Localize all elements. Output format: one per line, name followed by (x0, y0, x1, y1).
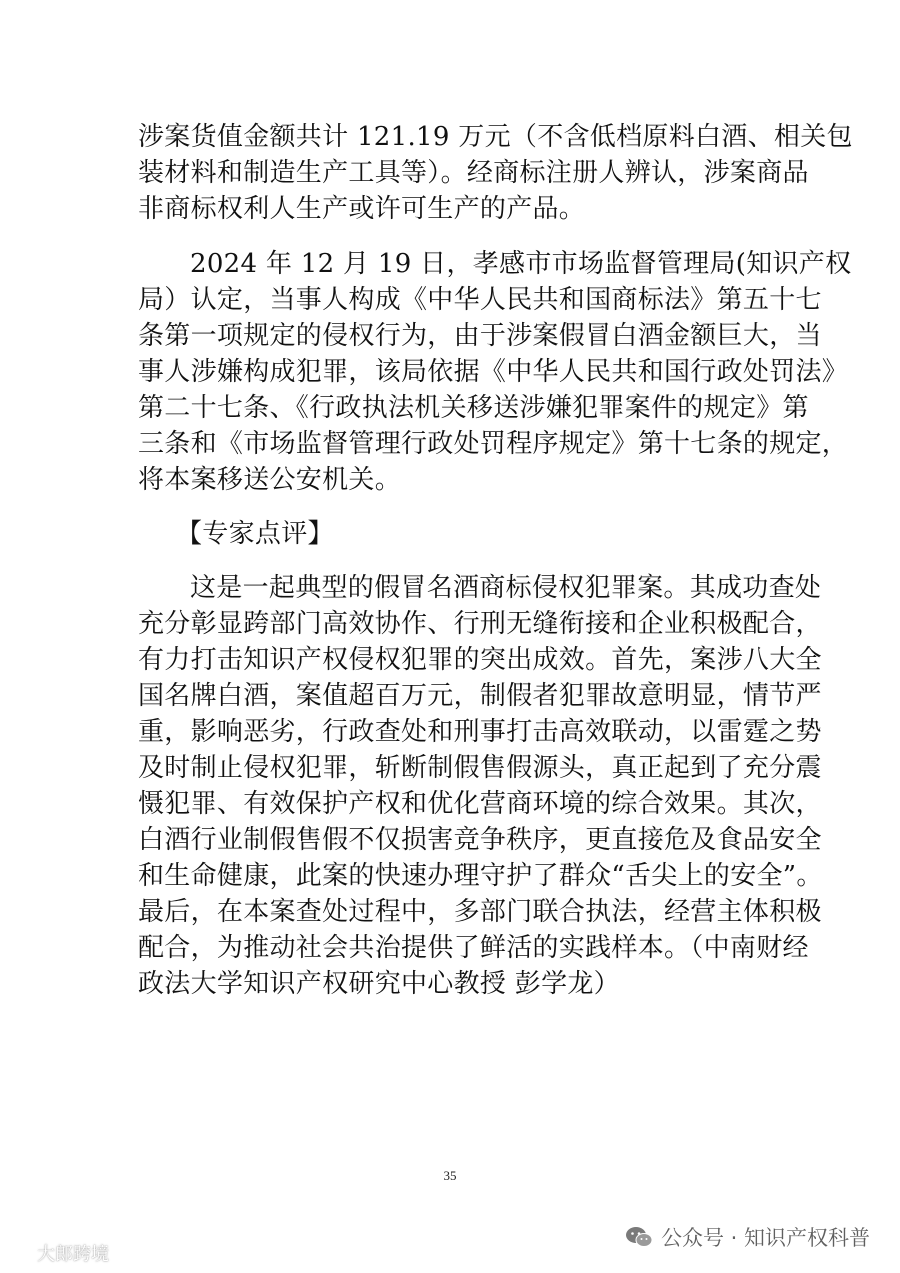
page-number: 35 (443, 1168, 457, 1183)
text-line: 白酒行业制假售假不仅损害竞争秩序，更直接危及食品安全 (138, 825, 822, 855)
wechat-icon (625, 1225, 653, 1249)
text-line: 将本案移送公安机关。 (138, 465, 402, 495)
wechat-watermark (625, 1222, 870, 1252)
text-line: 2024 年 12 月 19 日，孝感市市场监督管理局(知识产权 (190, 249, 852, 279)
text-line: 装材料和制造生产工具等）。经商标注册人辨认，涉案商品 (138, 158, 809, 188)
text-line: 涉案货值金额共计 121.19 万元（不含低档原料白酒、相关包 (138, 122, 853, 152)
text-line: 这是一起典型的假冒名酒商标侵权犯罪案。其成功查处 (190, 573, 822, 603)
text-line: 政法大学知识产权研究中心教授 彭学龙） (138, 969, 620, 999)
text-line: 非商标权利人生产或许可生产的产品。 (138, 194, 586, 224)
text-line: 第二十七条、《行政执法机关移送涉嫌犯罪案件的规定》第 (138, 393, 809, 423)
text-line: 及时制止侵权犯罪，斩断制假售假源头，真正起到了充分震 (138, 753, 822, 783)
text-line: 局）认定，当事人构成《中华人民共和国商标法》第五十七 (138, 285, 822, 315)
weibo-icon (8, 1242, 32, 1264)
section-heading: 【专家点评】 (176, 519, 334, 549)
weibo-account-label: 大郎跨境 (37, 1244, 109, 1265)
text-line: 条第一项规定的侵权行为，由于涉案假冒白酒金额巨大，当 (138, 321, 822, 351)
text-line: 最后，在本案查处过程中，多部门联合执法，经营主体积极 (138, 897, 822, 927)
text-line: 国名牌白酒，案值超百万元，制假者犯罪故意明显，情节严 (138, 681, 822, 711)
text-line: 重，影响恶劣，行政查处和刑事打击高效联动，以雷霆之势 (138, 717, 822, 747)
text-line: 事人涉嫌构成犯罪，该局依据《中华人民共和国行政处罚法》 (138, 357, 849, 387)
text-line: 和生命健康，此案的快速办理守护了群众“舌尖上的安全”。 (138, 861, 823, 891)
weibo-watermark (8, 1240, 109, 1266)
text-line: 有力打击知识产权侵权犯罪的突出成效。首先，案涉八大全 (138, 645, 822, 675)
text-line: 慑犯罪、有效保护产权和优化营商环境的综合效果。其次， (138, 789, 822, 819)
text-line: 三条和《市场监督管理行政处罚程序规定》第十七条的规定， (138, 429, 849, 459)
wechat-account-label: 公众号 · 知识产权科普 (660, 1226, 870, 1250)
text-line: 配合，为推动社会共治提供了鲜活的实践样本。（中南财经 (138, 933, 809, 963)
text-line: 充分彰显跨部门高效协作、行刑无缝衔接和企业积极配合， (138, 609, 822, 639)
